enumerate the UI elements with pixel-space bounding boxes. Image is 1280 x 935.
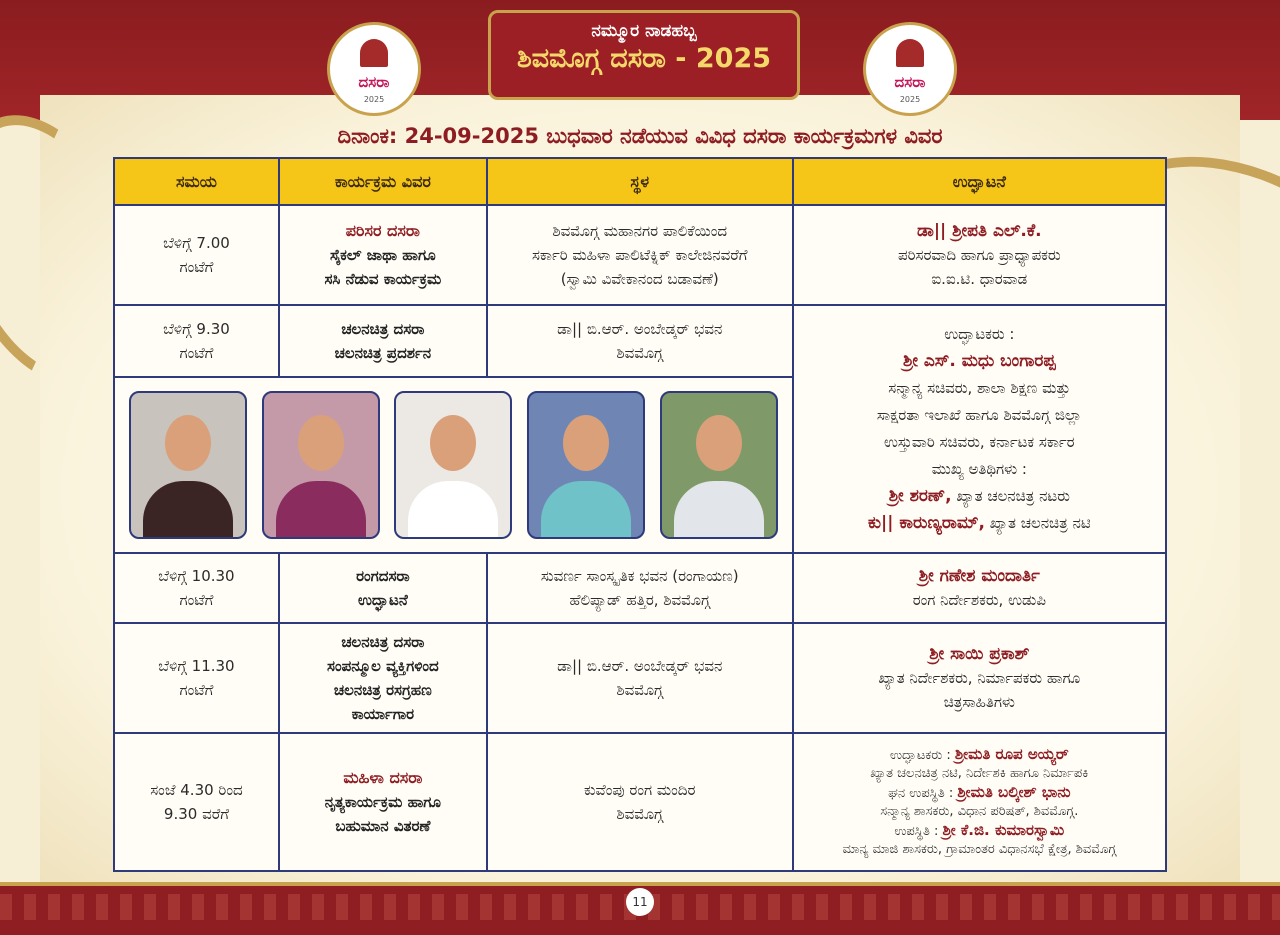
time-cell: ಬೆಳಿಗ್ಗೆ 10.30 ಗಂಟೆಗೆ [114, 553, 279, 623]
logo-text: ದಸರಾ [358, 73, 390, 91]
actor-photo-2 [660, 391, 778, 539]
time-cell: ಬೆಳಿಗ್ಗೆ 7.00 ಗಂಟೆಗೆ [114, 205, 279, 305]
page-title: ಶಿವಮೊಗ್ಗ ದಸರಾ - 2025 [516, 43, 772, 74]
time-cell: ಬೆಳಿಗ್ಗೆ 9.30 ಗಂಟೆಗೆ [114, 305, 279, 377]
table-row [114, 623, 1166, 733]
portrait-body [541, 481, 631, 539]
logo-year: 2025 [899, 95, 921, 104]
portrait-head [298, 415, 344, 471]
inauguration-cell: ಉದ್ಘಾಟಕರು : ಶ್ರೀಮತಿ ರೂಪ ಅಯ್ಯರ್ ಖ್ಯಾತ ಚಲನಚಿತ್ರ ನಟಿ, ನಿರ್ದೇಶಕಿ ಹಾಗೂ ನಿರ್ಮಾಪಕಿ ಘನ ಉಪಸ್ಥಿತಿ : ಶ್ರೀಮತಿ ಬಲ್ಕೀಶ್ ಭಾನು ಸನ್ಮಾನ್ಯ ಶಾಸಕರು, ವಿಧಾನ ಪರಿಷತ್, ಶಿವಮೊಗ್ಗ. ಉಪಸ್ಥಿತಿ : ಶ್ರೀ ಕೆ.ಜಿ. ಕುಮಾರಸ್ವಾಮಿ ಮಾನ್ಯ ಮಾಜಿ ಶಾಸಕರು, ಗ್ರಾಮಾಂತರ ವಿಧಾನಸಭೆ ಕ್ಷೇತ್ರ, ಶಿವಮೊಗ್ಗ [793, 733, 1166, 871]
program-cell: ಚಲನಚಿತ್ರ ದಸರಾ ಸಂಪನ್ಮೂಲ ವ್ಯಕ್ತಿಗಳಿಂದ ಚಲನಚಿತ್ರ ರಸಗ್ರಹಣ ಕಾರ್ಯಾಗಾರ [279, 623, 487, 733]
photo-strip [119, 391, 788, 539]
program-cell: ಮಹಿಳಾ ದಸರಾ ನೃತ್ಯಕಾರ್ಯಕ್ರಮ ಹಾಗೂ ಬಹುಮಾನ ವಿತರಣೆ [279, 733, 487, 871]
temple-icon [896, 39, 924, 67]
title-subtitle: ನಮ್ಮೂರ ನಾಡಹಬ್ಬ [591, 21, 697, 41]
portrait-body [674, 481, 764, 539]
inauguration-cell: ಶ್ರೀ ಗಣೇಶ ಮಂದಾರ್ತಿ ರಂಗ ನಿರ್ದೇಶಕರು, ಉಡುಪಿ [793, 553, 1166, 623]
temple-icon [360, 39, 388, 67]
logo-year: 2025 [363, 95, 385, 104]
actor-photo-1 [129, 391, 247, 539]
logo-text: ದಸರಾ [894, 73, 926, 91]
table-row [114, 305, 1166, 377]
portrait-body [408, 481, 498, 539]
inauguration-cell: ಶ್ರೀ ಸಾಯಿ ಪ್ರಕಾಶ್ ಖ್ಯಾತ ನಿರ್ದೇಶಕರು, ನಿರ್ಮಾಪಕರು ಹಾಗೂ ಚಿತ್ರಸಾಹಿತಿಗಳು [793, 623, 1166, 733]
portrait-head [563, 415, 609, 471]
dasara-logo-left [327, 22, 421, 116]
col-header-venue: ಸ್ಥಳ [487, 158, 793, 205]
portrait-body [143, 481, 233, 539]
inauguration-cell: ಡಾ|| ಶ್ರೀಪತಿ ಎಲ್.ಕೆ. ಪರಿಸರವಾದಿ ಹಾಗೂ ಪ್ರಾಧ್ಯಾಪಕರು ಐ.ಐ.ಟಿ. ಧಾರವಾಡ [793, 205, 1166, 305]
actress-photo-2 [527, 391, 645, 539]
dasara-logo-right [863, 22, 957, 116]
photo-cell [114, 377, 793, 553]
inauguration-cell: ಉದ್ಘಾಟಕರು : ಶ್ರೀ ಎಸ್. ಮಧು ಬಂಗಾರಪ್ಪ ಸನ್ಮಾನ್ಯ ಸಚಿವರು, ಶಾಲಾ ಶಿಕ್ಷಣ ಮತ್ತು ಸಾಕ್ಷರತಾ ಇಲಾಖೆ ಹಾಗೂ ಶಿವಮೊಗ್ಗ ಜಿಲ್ಲಾ ಉಸ್ತುವಾರಿ ಸಚಿವರು, ಕರ್ನಾಟಕ ಸರ್ಕಾರ ಮುಖ್ಯ ಅತಿಥಿಗಳು : ಶ್ರೀ ಶರಣ್, ಖ್ಯಾತ ಚಲನಚಿತ್ರ ನಟರು ಕು|| ಕಾರುಣ್ಯರಾಮ್, ಖ್ಯಾತ ಚಲನಚಿತ್ರ ನಟಿ [793, 305, 1166, 553]
venue-cell: ಕುವೆಂಪು ರಂಗ ಮಂದಿರ ಶಿವಮೊಗ್ಗ [487, 733, 793, 871]
venue-cell: ಸುವರ್ಣ ಸಾಂಸ್ಕೃತಿಕ ಭವನ (ರಂಗಾಯಣ) ಹೆಲಿಪ್ಯಾಡ್ ಹತ್ತಿರ, ಶಿವಮೊಗ್ಗ [487, 553, 793, 623]
table-row [114, 733, 1166, 871]
program-cell: ರಂಗದಸರಾ ಉದ್ಘಾಟನೆ [279, 553, 487, 623]
portrait-head [430, 415, 476, 471]
program-cell: ಪರಿಸರ ದಸರಾ ಸೈಕಲ್ ಜಾಥಾ ಹಾಗೂ ಸಸಿ ನೆಡುವ ಕಾರ್ಯಕ್ರಮ [279, 205, 487, 305]
venue-cell: ಡಾ|| ಬಿ.ಆರ್. ಅಂಬೇಡ್ಕರ್ ಭವನ ಶಿವಮೊಗ್ಗ [487, 623, 793, 733]
actress-photo-1 [262, 391, 380, 539]
schedule-heading: ದಿನಾಂಕ: 24-09-2025 ಬುಧವಾರ ನಡೆಯುವ ವಿವಿಧ ದಸರಾ ಕಾರ್ಯಕ್ರಮಗಳ ವಿವರ [337, 124, 943, 148]
time-cell: ಬೆಳಿಗ್ಗೆ 11.30 ಗಂಟೆಗೆ [114, 623, 279, 733]
col-header-program: ಕಾರ್ಯಕ್ರಮ ವಿವರ [279, 158, 487, 205]
title-banner [488, 10, 800, 100]
portrait-head [696, 415, 742, 471]
table-header-row [114, 158, 1166, 205]
table-row [114, 205, 1166, 305]
guest-photo-1 [394, 391, 512, 539]
venue-cell: ಡಾ|| ಬಿ.ಆರ್. ಅಂಬೇಡ್ಕರ್ ಭವನ ಶಿವಮೊಗ್ಗ [487, 305, 793, 377]
table-row [114, 553, 1166, 623]
col-header-inauguration: ಉದ್ಘಾಟನೆ [793, 158, 1166, 205]
schedule-table [113, 157, 1167, 872]
venue-cell: ಶಿವಮೊಗ್ಗ ಮಹಾನಗರ ಪಾಲಿಕೆಯಿಂದ ಸರ್ಕಾರಿ ಮಹಿಳಾ ಪಾಲಿಟೆಕ್ನಿಕ್ ಕಾಲೇಜಿನವರೆಗೆ (ಸ್ವಾಮಿ ವಿವೇಕಾನಂದ ಬಡಾವಣೆ) [487, 205, 793, 305]
col-header-time: ಸಮಯ [114, 158, 279, 205]
page-number: 11 [626, 888, 654, 916]
portrait-body [276, 481, 366, 539]
program-cell: ಚಲನಚಿತ್ರ ದಸರಾ ಚಲನಚಿತ್ರ ಪ್ರದರ್ಶನ [279, 305, 487, 377]
time-cell: ಸಂಜೆ 4.30 ರಿಂದ 9.30 ವರೆಗೆ [114, 733, 279, 871]
portrait-head [165, 415, 211, 471]
